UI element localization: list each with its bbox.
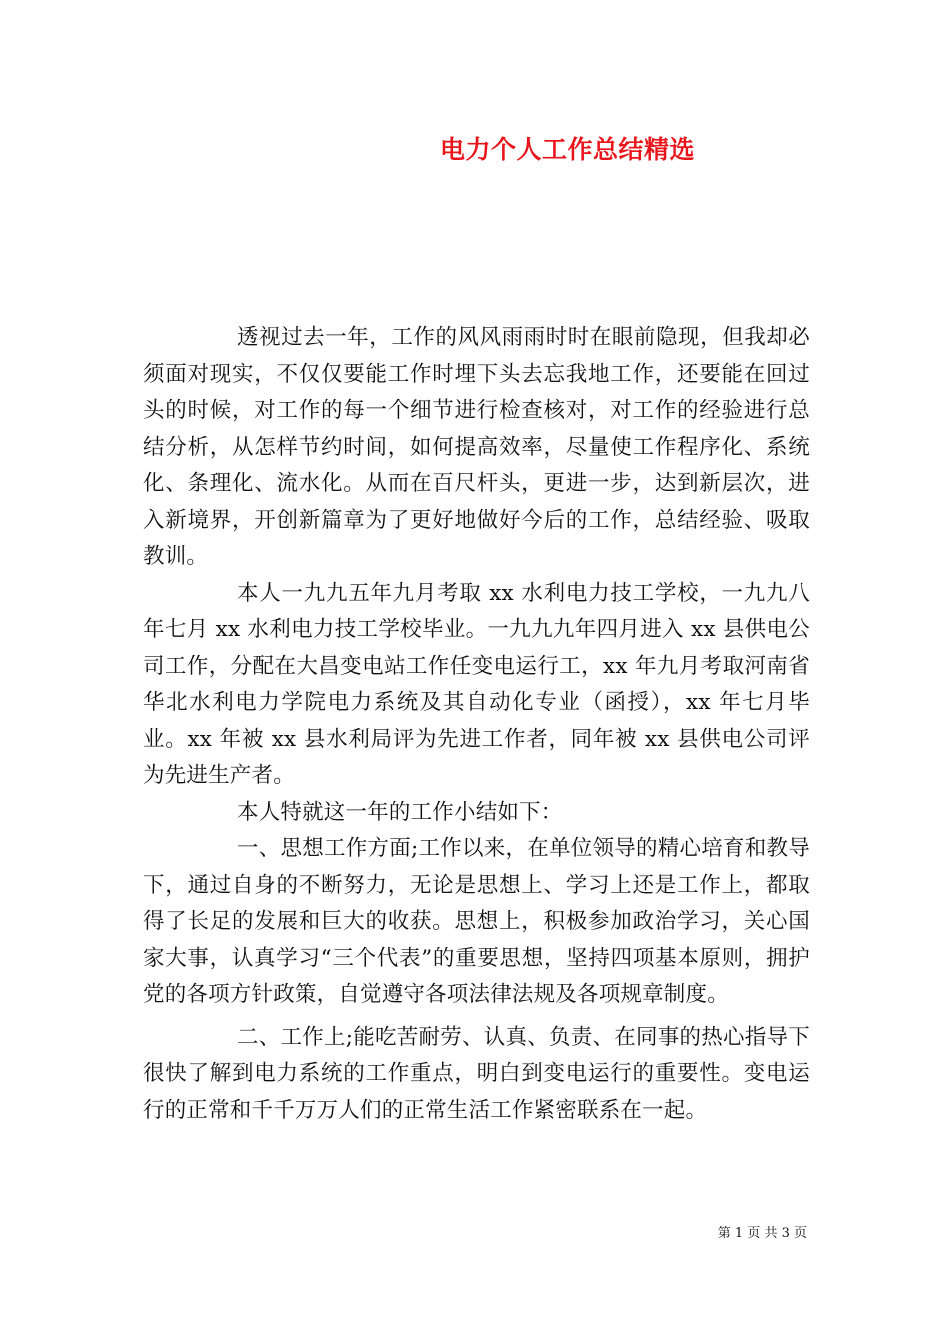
document-body (143, 320, 810, 1129)
paragraph-intro: 透视过去一年，工作的风风雨雨时时在眼前隐现，但我却必须面对现实，不仅仅要能工作时埋下头去忘我地工作，还要能在回过头的时候，对工作的每一个细节进行检查核对，对工作的经验进行总结分析，从怎样节约时间，如何提高效率，尽量使工作程序化、系统化、条理化、流水化。从而在百尺杆头，更进一步，达到新层次，进入新境界，开创新篇章为了更好地做好今后的工作，总结经验、吸取教训。 (143, 325, 810, 569)
paragraph-work: 二、工作上;能吃苦耐劳、认真、负责、在同事的热心指导下很快了解到电力系统的工作重点，明白到变电运行的重要性。变电运行的正常和千千万万人们的正常生活工作紧密联系在一起。 (143, 1024, 810, 1123)
paragraph-background: 本人一九九五年九月考取 xx 水利电力技工学校，一九九八年七月 xx 水利电力技工学校毕业。一九九九年四月进入 xx 县供电公司工作，分配在大昌变电站工作任变电运行工，xx 年九月考取河南省华北水利电力学院电力系统及其自动化专业（函授），xx 年七月毕业。xx 年被 xx 县水利局评为先进工作者，同年被 xx 县供电公司评为先进生产者。 (143, 580, 810, 788)
paragraph-thought: 一、思想工作方面;工作以来，在单位领导的精心培育和教导下，通过自身的不断努力，无论是思想上、学习上还是工作上，都取得了长足的发展和巨大的收获。思想上，积极参加政治学习，关心国家大事，认真学习“三个代表”的重要思想，坚持四项基本原则，拥护党的各项方针政策，自觉遵守各项法律法规及各项规章制度。 (143, 836, 810, 1007)
document-title: 电力个人工作总结精选 (440, 135, 696, 164)
paragraph-summary-intro: 本人特就这一年的工作小结如下： (237, 799, 563, 825)
page-footer: 第 1 页 共 3 页 (717, 1226, 807, 1241)
